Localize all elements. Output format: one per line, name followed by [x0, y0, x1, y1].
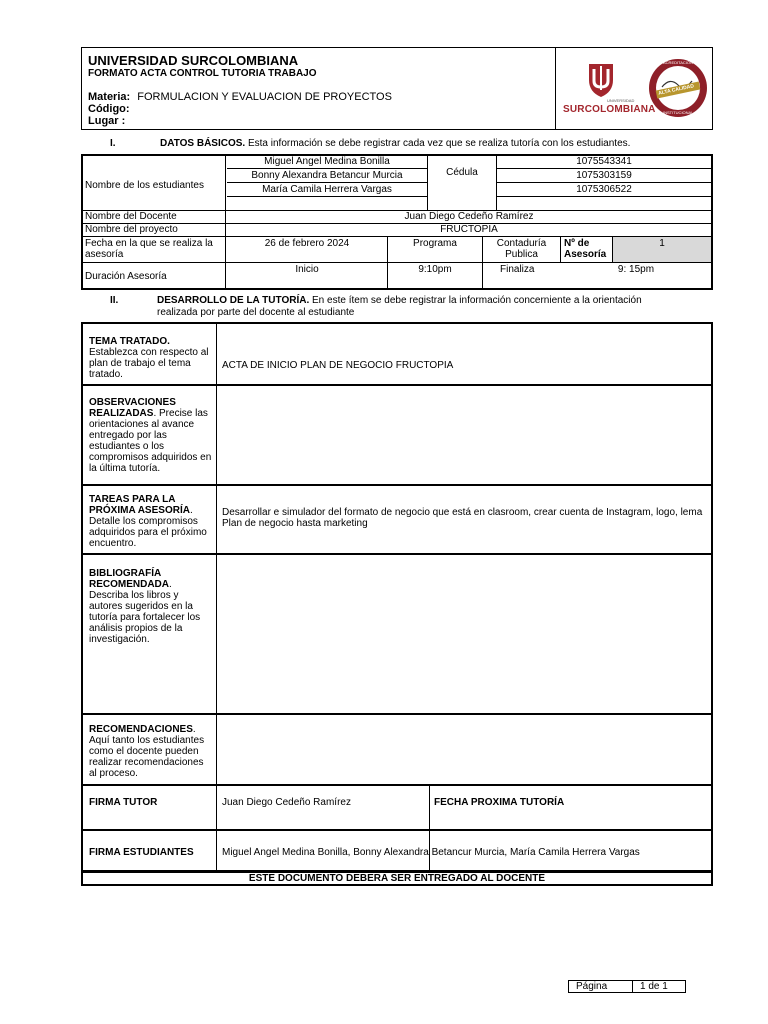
university-name: UNIVERSIDAD SURCOLOMBIANA	[88, 53, 299, 68]
tareas-desc: . Detalle los compromisos adquiridos para el próximo encuentro.	[89, 505, 207, 549]
section2-title: DESARROLLO DE LA TUTORÍA.	[157, 295, 310, 306]
form-title: FORMATO ACTA CONTROL TUTORIA TRABAJO	[88, 68, 317, 79]
bibliografia-desc: . Describa los libros y autores sugeridos en la tutoría para fortalecer los análisis propios de la investigación.	[89, 579, 201, 645]
tareas-title: TAREAS PARA LA PRÓXIMA ASESORÍA	[89, 494, 190, 516]
section2-heading	[157, 295, 642, 306]
tema-value: ACTA DE INICIO PLAN DE NEGOCIO FRUCTOPIA	[222, 360, 454, 371]
proyecto-value: FRUCTOPIA	[440, 224, 498, 235]
student-name-3: María Camila Herrera Vargas	[262, 184, 392, 195]
section1-number: I.	[110, 138, 116, 149]
seal-top-text: ACREDITACIÓN	[663, 60, 693, 65]
firma-estudiantes-value: Miguel Angel Medina Bonilla, Bonny Alexandra Betancur Murcia, María Camila Herrera Vargas	[222, 847, 640, 858]
firma-tutor-value: Juan Diego Cedeño Ramírez	[222, 797, 351, 808]
section1-description: Esta información se debe registrar cada vez que se realiza tutoría con los estudiantes.	[247, 138, 631, 149]
bibliografia-title: BIBLIOGRAFÍA RECOMENDADA	[89, 568, 169, 590]
finaliza-label: Finaliza	[500, 264, 535, 275]
student-name-1: Miguel Angel Medina Bonilla	[264, 156, 390, 167]
cedula-1: 1075543341	[576, 156, 632, 167]
section1-title: DATOS BÁSICOS.	[160, 138, 246, 149]
tema-title: TEMA TRATADO.	[89, 336, 170, 347]
student-name-2: Bonny Alexandra Betancur Murcia	[251, 170, 403, 181]
materia-value: FORMULACION Y EVALUACION DE PROYECTOS	[137, 91, 392, 103]
proyecto-label: Nombre del proyecto	[85, 224, 178, 235]
logo-text: SURCOLOMBIANA	[563, 104, 656, 115]
cedula-3: 1075306522	[576, 184, 632, 195]
tareas-value: Desarrollar e simulador del formato de negocio que está en clasroom, crear cuenta de Instagram, logo, lema Plan de negocio hasta marketing	[222, 507, 703, 529]
recomendaciones-cell	[89, 724, 213, 779]
docente-label: Nombre del Docente	[85, 211, 177, 222]
fecha-value: 26 de febrero 2024	[264, 238, 350, 249]
docente-value: Juan Diego Cedeño Ramírez	[404, 211, 534, 222]
cedula-label: Cédula	[446, 167, 478, 178]
num-asesoria-label: Nº de Asesoría	[564, 238, 607, 260]
lugar-label: Lugar :	[88, 115, 126, 127]
students-label: Nombre de los estudiantes	[85, 180, 204, 191]
logo-small-text: UNIVERSIDAD	[607, 98, 635, 103]
seal-bottom-text: INSTITUCIONAL	[663, 110, 694, 115]
duracion-label: Duración Asesoría	[85, 271, 167, 282]
num-asesoria-value: 1	[659, 238, 665, 249]
programa-value: Contaduría Publica	[496, 238, 547, 260]
tareas-cell	[89, 494, 213, 549]
recomendaciones-title: RECOMENDACIONES	[89, 724, 193, 735]
section1-heading	[160, 138, 630, 149]
inicio-value: 9:10pm	[418, 264, 452, 275]
section2-description-2: realizada por parte del docente al estudiante	[157, 307, 355, 318]
section2-number: II.	[110, 295, 119, 306]
page-value: 1 de 1	[640, 981, 668, 992]
codigo-label: Código:	[88, 103, 130, 115]
observaciones-title: OBSERVACIONES REALIZADAS	[89, 397, 176, 419]
seal-mid-text: ALTA CALIDAD	[657, 83, 695, 97]
page-label: Página	[576, 981, 608, 992]
recomendaciones-desc: . Aquí tanto los estudiantes como el docente pueden realizar recomendaciones al proceso.	[89, 724, 205, 779]
finaliza-value: 9: 15pm	[617, 264, 655, 275]
bibliografia-cell	[89, 568, 213, 645]
materia-label: Materia:	[88, 91, 131, 103]
cedula-2: 1075303159	[576, 170, 632, 181]
materia-row	[88, 91, 392, 103]
inicio-label: Inicio	[295, 264, 319, 275]
firma-tutor-label: FIRMA TUTOR	[89, 797, 158, 808]
firma-estudiantes-label: FIRMA ESTUDIANTES	[89, 847, 194, 858]
fecha-proxima-label: FECHA PROXIMA TUTORÍA	[434, 797, 565, 808]
tema-desc: Establezca con respecto al plan de trabajo el tema tratado.	[89, 347, 209, 380]
section2-description-1: En este ítem se debe registrar la información concerniente a la orientación	[312, 295, 642, 306]
footer-note: ESTE DOCUMENTO DEBERA SER ENTREGADO AL DOCENTE	[248, 873, 546, 884]
fecha-label: Fecha en la que se realiza la asesoría	[85, 238, 213, 260]
university-logo	[563, 60, 656, 120]
accreditation-seal	[648, 57, 708, 119]
tema-cell	[89, 336, 213, 380]
observaciones-desc: . Precise las orientaciones al avance entregado por las estudiantes o los compromisos adquiridos en la última tutoría.	[89, 408, 212, 474]
observaciones-cell	[89, 397, 213, 474]
programa-label: Programa	[413, 238, 457, 249]
